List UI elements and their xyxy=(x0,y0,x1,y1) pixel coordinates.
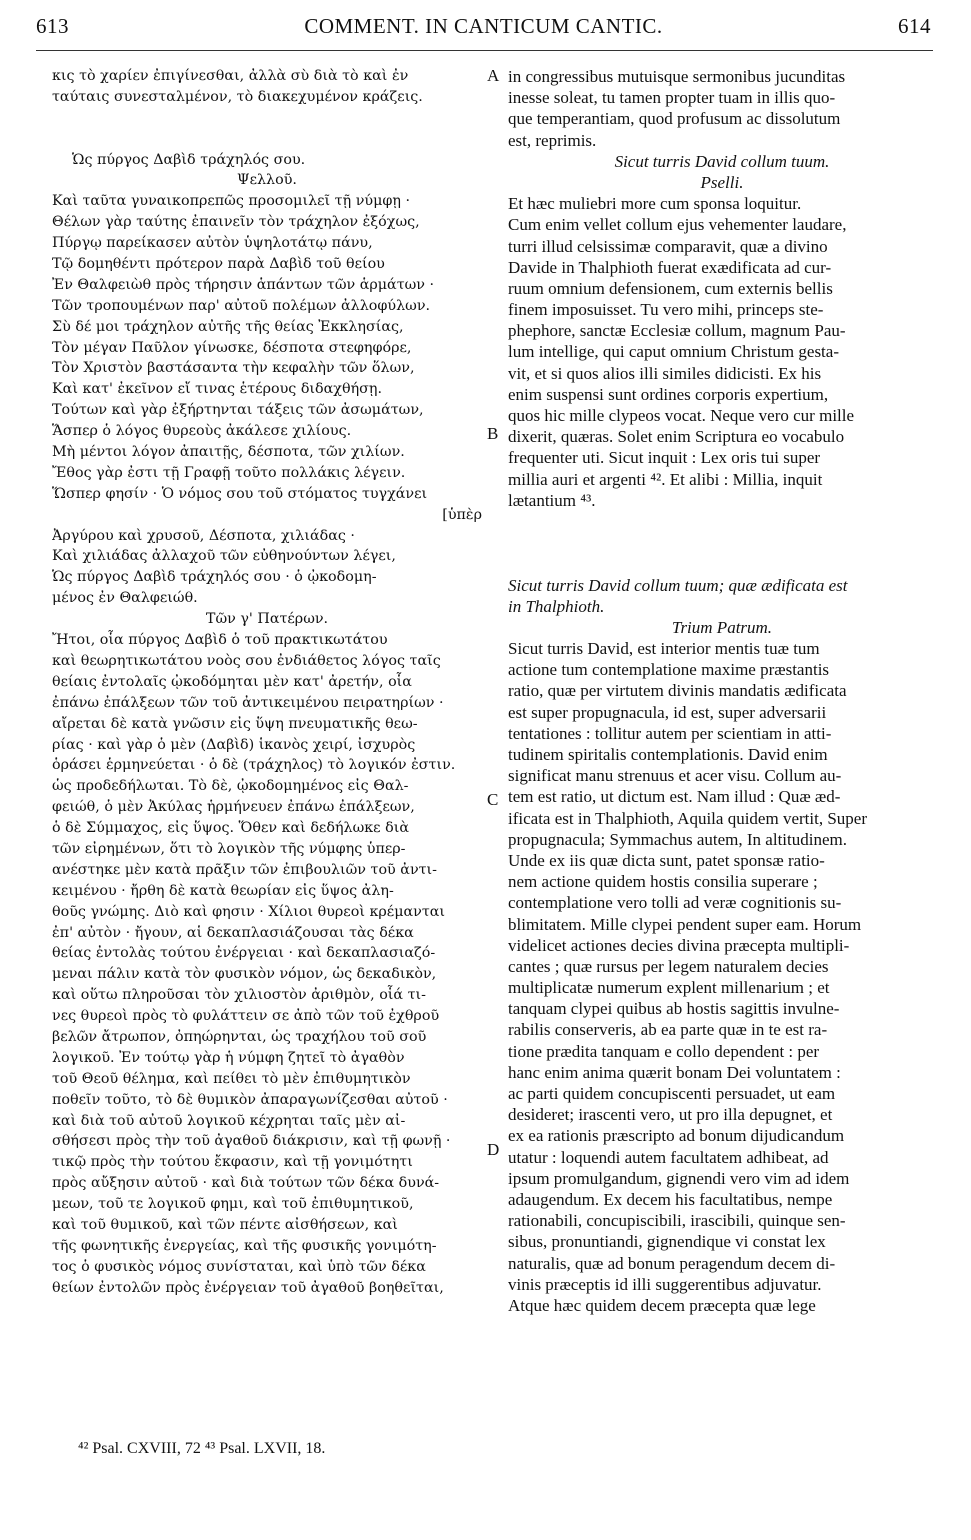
greek-text-line: μεων, τοῦ τε λογικοῦ φημι, καὶ τοῦ ἐπιθυμητικοῦ, xyxy=(52,1196,414,1213)
greek-text-line: Θέλων γὰρ ταύτης ἐπαινεῖν τὸν τράχηλον ἐξόχως, xyxy=(52,214,420,231)
latin-text-line: tione prædita tanquam e collo dependent : per xyxy=(508,1041,820,1061)
latin-text-line: phephore, sanctæ Ecclesiæ collum, magnum Pau- xyxy=(508,321,846,341)
greek-text-line: Καὶ κατ' ἐκεῖνον εἴ τινας ἑτέρους διδαχθήσῃ. xyxy=(52,381,383,398)
greek-text-line: τος ὁ φυσικὸς νόμος συνίσταται, καὶ ὑπὸ τῶν δέκα xyxy=(52,1258,426,1275)
greek-text-line: κειμένου · ἤρθη δὲ κατὰ θεωρίαν εἰς ὕψος ἀλη- xyxy=(52,882,394,899)
latin-text-line: ac parti quidem concupiscenti persuadet, ut eam xyxy=(508,1084,836,1103)
greek-text-line: θείαις ἐντολαῖς ᾠκοδόμηται μὲν κατ' ἀρετήν, οἷα xyxy=(52,673,412,690)
latin-text-line: Davide in Thalphioth fuerat exædificata ad cur- xyxy=(508,257,832,277)
greek-text-line: Σὺ δέ μοι τράχηλον αὐτῆς τῆς θείας Ἐκκλησίας, xyxy=(52,318,404,335)
greek-text-line: μεναι πάλιν κατὰ τὸν φυσικὸν νόμον, ὡς δεκαδικὸν, xyxy=(52,966,437,983)
latin-text-line: tentationes : tollitur autem per scientiam in atti- xyxy=(508,723,832,743)
greek-text-line: φειώθ, ὁ μὲν Ἀκύλας ἡρμήνευεν ἐπάνω ἐπάλξεων, xyxy=(52,799,415,816)
greek-text-line: πρὸς αὔξησιν αὐτοῦ · καὶ διὰ τούτων τῶν δέκα δυνά- xyxy=(52,1175,440,1192)
latin-text-line xyxy=(508,511,936,532)
section-marker-c: C xyxy=(487,790,499,809)
latin-text-line: Unde ex iis quæ dicta sunt, patet sponsæ ratio- xyxy=(508,850,825,870)
greek-text-line: Μὴ μέντοι λόγον ἀπαιτῇς, δέσποτα, τῶν χιλίων. xyxy=(52,444,405,461)
greek-text-line: καὶ οὕτω πληροῦσαι τὸν χιλιοστὸν ἀριθμὸν, οἷά τι- xyxy=(52,987,426,1004)
latin-text-line: desideret; irascenti vero, ut pro illa depugnet, et xyxy=(508,1105,833,1125)
latin-text-line: hanc enim anima quærit bonam Dei voluntatem : xyxy=(508,1062,841,1082)
latin-text-line: adaugendum. Ex decem his facultatibus, nempe xyxy=(508,1189,833,1209)
greek-text-line: Ὥσπερ φησίν · Ὁ νόμος σου τοῦ στόματος τυγχάνει xyxy=(52,485,428,502)
greek-text-line: μένος ἐν Θαλφειώθ. xyxy=(52,590,198,607)
greek-text-line: τῶν εἰρημένων, ὅτι τὸ λογικὸν τῆς νύμφης ὑπερ- xyxy=(52,840,406,857)
greek-text-line: Ὡς πύργος Δαβὶδ τράχηλός σου · ὁ ᾠκοδομη- xyxy=(52,569,377,586)
latin-text-line: rabilis conserveris, ab ea parte quæ in te est ra- xyxy=(508,1020,828,1040)
latin-text-line: cantes ; quæ rursus per legem naturalem decies xyxy=(508,956,829,976)
greek-text-line: Τούτων καὶ γὰρ ἐξήρτηνται τάξεις τῶν ἀσωμάτων, xyxy=(52,402,424,419)
greek-text-line: τοῦ Θεοῦ θέλημα, καὶ πείθει τὸ μὲν ἐπιθυμητικὸν xyxy=(52,1070,411,1087)
greek-text-line: ὡς προδεδήλωται. Τὸ δὲ, ᾠκοδομημένος εἰς Θαλ- xyxy=(52,778,409,795)
greek-text-line: θοῦς γνώμης. Διὸ καὶ φησιν · Χίλιοι θυρεοὶ κρέμανται xyxy=(52,903,446,920)
greek-text-line: Καὶ ταῦτα γυναικοπρεπῶς προσομιλεῖ τῇ νύμφῃ · xyxy=(52,193,411,210)
latin-text-line: contemplatione vero tolli ad veræ cognitionis su- xyxy=(508,893,842,913)
latin-text-line: tanquam clypei quibus ab hostis sagittis invulne- xyxy=(508,999,840,1019)
latin-text-line: utatur : loquendi autem facultatem adhibeat, ad xyxy=(508,1147,829,1167)
greek-text-line: [ὑπὲρ xyxy=(442,506,482,523)
greek-text-line: Τὸν μέγαν Παῦλον γίνωσκε, δέσποτα στεφηφόρε, xyxy=(52,339,412,356)
latin-text-line: turri illud celsissimæ comparavit, quæ a divino xyxy=(508,236,828,256)
greek-text-line: ὁ δὲ Σύμμαχος, εἰς ὕψος. Ὅθεν καὶ δεδήλωκε διὰ xyxy=(52,820,409,837)
greek-text-line: βελῶν ἄτρωπον, ὀπηώρηνται, ὡς τραχήλου τοῦ σοῦ xyxy=(52,1028,427,1045)
latin-text-line: vit, et si quos alios illi similes didicisti. Ex his xyxy=(508,363,822,383)
latin-text-line: actione tum contemplatione maxime præstantis xyxy=(508,660,830,680)
greek-text-line: Καὶ χιλιάδας ἀλλαχοῦ τῶν εὐθηνούντων λέγει, xyxy=(52,548,396,565)
greek-text-line: Ψελλοῦ. xyxy=(237,172,297,189)
latin-text-line: Et hæc muliebri more cum sponsa loquitur. xyxy=(508,194,802,214)
latin-text-line: in Thalphioth. xyxy=(508,596,605,616)
latin-text-line: vinis præceptis id illi suggerentibus adjuvatur. xyxy=(508,1274,822,1294)
greek-text-line: καὶ τοῦ θυμικοῦ, καὶ τῶν πέντε αἰσθήσεων, καὶ xyxy=(52,1216,398,1233)
running-title: COMMENT. IN CANTICUM CANTIC. xyxy=(304,14,663,38)
greek-text-line: σθήσεσι πρὸς τὴν τοῦ ἀγαθοῦ διάκρισιν, καὶ τῇ φωνῇ · xyxy=(52,1133,451,1150)
greek-text-line: Τὸν Χριστὸν βαστάσαντα τὴν κεφαλὴν τῶν ὅλων, xyxy=(52,360,415,377)
greek-text-line: καὶ θεωρητικωτάτου νοὸς σου ἐνδιάθετος λόγος ταῖς xyxy=(52,652,441,669)
latin-text-line: Trium Patrum. xyxy=(671,617,773,637)
greek-text-line: Ἤτοι, οἷα πύργος Δαβὶδ ὁ τοῦ πρακτικωτάτου xyxy=(52,632,388,649)
latin-text-line: est super propugnacula, id est, super adversarii xyxy=(508,702,827,722)
greek-text-line: κις τὸ χαρίεν ἐπιγίνεσθαι, ἀλλὰ σὺ διὰ τὸ καὶ ἐν xyxy=(52,68,409,84)
latin-text-line: propugnacula; Symmachus autem, In altitudinem. xyxy=(508,829,847,849)
greek-text-line xyxy=(52,129,482,150)
greek-text-line: Ἔθος γὰρ ἐστι τῇ Γραφῇ τοῦτο πολλάκις λέγειν. xyxy=(52,464,406,481)
latin-text-line: in congressibus mutuisque sermonibus jucunditas xyxy=(508,67,846,86)
greek-text-line xyxy=(52,108,482,129)
latin-text-line: videlicet actiones decies divina præcepta multipli- xyxy=(508,935,850,955)
latin-text-line xyxy=(508,532,936,553)
latin-text-line: Sicut turris David collum tuum; quæ ædificata est xyxy=(508,575,848,595)
greek-text-line: Ἀργύρου καὶ χρυσοῦ, Δέσποτα, χιλιάδας · xyxy=(52,527,355,544)
greek-text-line: τικῷ πρὸς τὴν τούτου ἔκφασιν, καὶ τῇ γονιμότητι xyxy=(52,1154,413,1171)
latin-text-line: rationabili, concupiscibili, irascibili, quinque sen- xyxy=(508,1211,846,1231)
greek-text-line: Ἅσπερ ὁ λόγος θυρεοὺς ἀκάλεσε χιλίους. xyxy=(52,423,352,440)
latin-text-line: millia auri et argenti ⁴². Et alibi : Millia, inquit xyxy=(508,469,823,489)
latin-text-line: dixerit, quæras. Solet enim Scriptura eo vocabulo xyxy=(508,427,845,447)
greek-text-line: ἐπάνω ἐπάλξεων τῶν τοῦ ἀντικειμένου πειρατηρίων · xyxy=(52,694,444,711)
latin-text-line: ificata est in Thalphioth, Aquila quidem vertit, Super xyxy=(508,808,867,828)
latin-text-line: blimitatem. Mille clypei pendent super eam. Horum xyxy=(508,914,862,934)
latin-text-line: tem est ratio, ut dictum est. Nam illud : Quæ æd- xyxy=(508,787,841,807)
greek-text-line: ποθεῖν τοῦτο, τὸ δὲ θυμικὸν ἀπαραγωνίζεσθαι αὐτοῦ · xyxy=(52,1091,448,1108)
latin-text-line: lætantium ⁴³. xyxy=(508,490,596,510)
greek-text-line: Ὡς πύργος Δαβὶδ τράχηλός σου. xyxy=(72,151,306,168)
latin-text-line: lum intellige, qui caput omnium Christum gesta- xyxy=(508,342,839,362)
greek-text-line: τῆς φωνητικῆς ἐνεργείας, καὶ τῆς φυσικῆς γονιμότη- xyxy=(52,1237,437,1254)
latin-text-line: Pselli. xyxy=(700,172,744,192)
latin-text-line: ruum omnium defensionem, cum externis bellis xyxy=(508,278,833,298)
latin-text-line: naturalis, quæ ad bonum peragendum decem di- xyxy=(508,1253,836,1273)
latin-text-line: sibus, pronuntiandi, gignendique vi constat lex xyxy=(508,1232,826,1252)
footnotes: ⁴² Psal. CXVIII, 72 ⁴³ Psal. LXVII, 18. xyxy=(78,1440,326,1457)
section-marker-a: A xyxy=(487,66,500,85)
greek-text-line: ανέστηκε μὲν κατὰ πρᾶξιν τῶν ἐπιβουλιῶν τοῦ ἀντι- xyxy=(52,861,437,878)
greek-text-line: ρίας · καὶ γὰρ ὁ μὲν (Δαβὶδ) ἱκανὸς χειρί, ἰσχυρὸς xyxy=(52,736,416,753)
latin-text-line: multiplicatæ numerum explent millenarium ; et xyxy=(508,978,830,998)
latin-text-line: ipsum promulgandum, gignendi vero vim ad idem xyxy=(508,1168,850,1188)
greek-text-line: Ἐν Θαλφειὼθ πρὸς τήρησιν ἁπάντων τῶν ἁρμάτων · xyxy=(52,276,435,293)
latin-text-line: frequenter uti. Sicut inquit : Lex oris tui super xyxy=(508,448,821,468)
latin-text-line: quos hic mille clypeos vocat. Neque vero cur mille xyxy=(508,406,855,425)
latin-text-line: est, reprimis. xyxy=(508,130,597,150)
latin-text-line: enim suspensi sunt ordines corporis expertium, xyxy=(508,384,829,404)
greek-text-line: Πύργῳ παρείκασεν αὐτὸν ὑψηλοτάτῳ πάνυ, xyxy=(52,235,373,252)
latin-text-line xyxy=(508,553,936,574)
latin-text-line: Sicut turris David collum tuum. xyxy=(614,151,830,171)
latin-text-line: Cum enim vellet collum ejus vehementer laudare, xyxy=(508,215,847,235)
latin-text-line: ex ea rationis præscripto ad bonum dijudicandum xyxy=(508,1126,845,1146)
page-number-right: 614 xyxy=(898,14,931,38)
latin-text-line: finem imposuisset. Tu vero mihi, princeps ste- xyxy=(508,300,824,320)
greek-text-line: αἴρεται δὲ κατὰ γνῶσιν εἰς ὕψη πνευματικῆς θεω- xyxy=(52,715,418,732)
header-rule xyxy=(36,50,933,51)
section-marker-d: D xyxy=(487,1140,500,1159)
latin-text-line: nem actione quidem hostis consilia superare ; xyxy=(508,872,818,892)
latin-column xyxy=(508,66,936,1316)
greek-text-line: ταύταις συνεσταλμένον, τὸ διακεχυμένον κράζεις. xyxy=(52,88,423,105)
latin-text-line: inesse soleat, tu tamen propter tuam in illis quo- xyxy=(508,88,836,108)
section-marker-b: B xyxy=(487,424,499,443)
greek-text-line: λογικοῦ. Ἐν τούτῳ γὰρ ἡ νύμφη ζητεῖ τὸ ἀγαθὸν xyxy=(52,1049,405,1066)
greek-column xyxy=(52,66,482,1299)
greek-text-line: θείων ἐντολῶν πρὸς ἐνέργειαν τοῦ ἀγαθοῦ βοηθεῖται, xyxy=(52,1279,444,1296)
greek-text-line: καὶ διὰ τοῦ αὐτοῦ λογικοῦ κέχρηται ταῖς μὲν αἰ- xyxy=(52,1112,406,1129)
greek-text-line: Τῶν τροπουμένων παρ' αὐτοῦ πολέμων ἀλλοφύλων. xyxy=(52,297,431,314)
page-header xyxy=(36,6,931,48)
latin-text-line: tudinem spiritalis contemplationis. David enim xyxy=(508,745,828,764)
greek-text-line: Τῷ δομηθέντι πρότερον παρὰ Δαβὶδ τοῦ θείου xyxy=(52,256,385,273)
greek-text-line: θείας ἐντολὰς τούτου ἐνέργειαι · καὶ δεκαπλασιαζό- xyxy=(52,945,436,962)
greek-text-line: ὁράσει ἑρμηνεύεται · ὁ δὲ (τράχηλος) τὸ λογικόν ἐστιν. xyxy=(52,757,456,774)
latin-text-line: significat manu strenuus et acer visu. Collum au- xyxy=(508,766,842,786)
page-number-left: 613 xyxy=(36,14,69,38)
latin-text-line: que temperantiam, quod profusum ac dissolutum xyxy=(508,109,841,129)
greek-text-line: νες θυρεοὶ πρὸς τὸ φυλάττειν σε ἀπὸ τῶν τοῦ ἐχθροῦ xyxy=(52,1008,440,1025)
latin-text-line: Sicut turris David, est interior mentis tuæ tum xyxy=(508,639,820,659)
greek-text-line: ἐπ' αὐτὸν · ἤγουν, αἱ δεκαπλασιάζουσαι τὰς δέκα xyxy=(52,924,414,941)
greek-text-line: Τῶν γ' Πατέρων. xyxy=(205,611,329,628)
latin-text-line: ratio, quæ per virtutem divinis mandatis ædificata xyxy=(508,681,847,701)
latin-text-line: Atque hæc quidem decem præcepta quæ lege xyxy=(508,1295,816,1315)
